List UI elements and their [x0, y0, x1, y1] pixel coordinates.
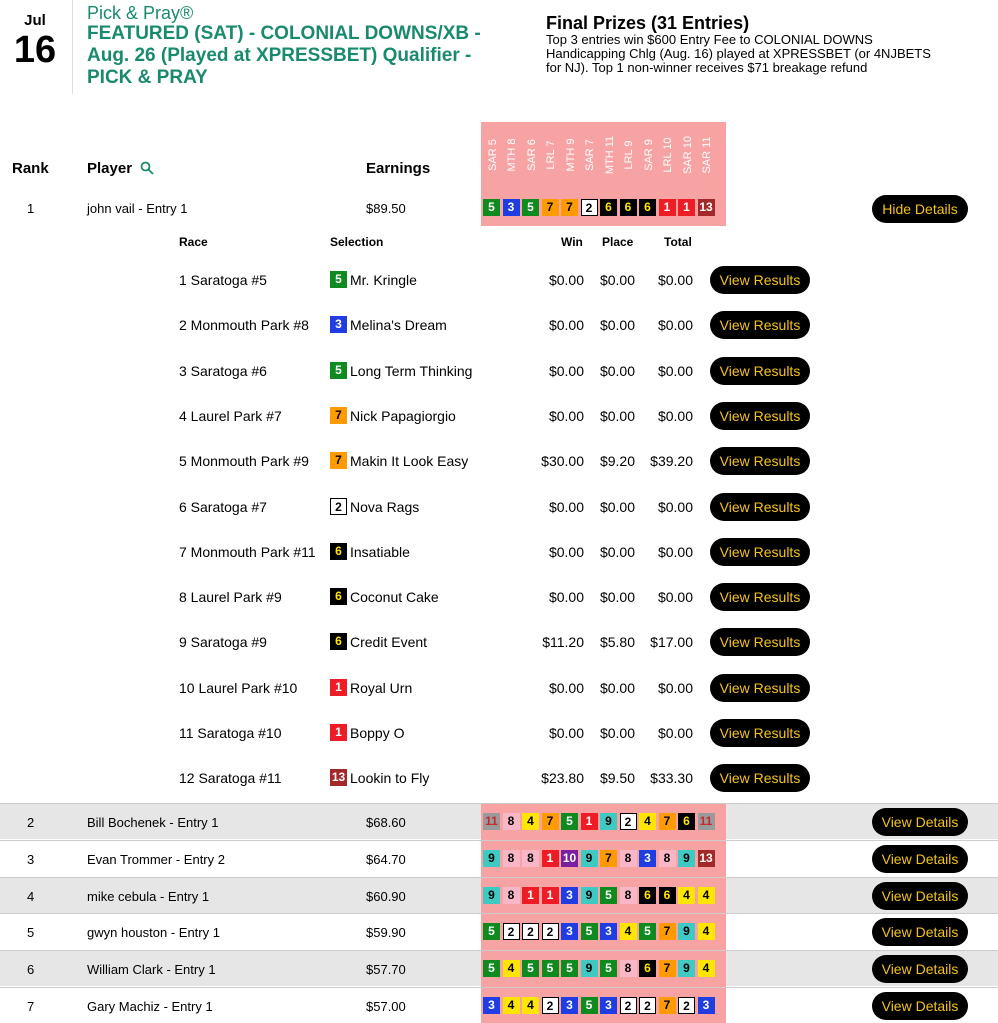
pick-badge: 3	[503, 199, 520, 216]
win-amount: $0.00	[548, 725, 584, 741]
detail-row	[0, 402, 998, 447]
race-label: SAR 7	[584, 139, 596, 171]
contest-name-line: FEATURED (SAT) - COLONIAL DOWNS/XB -	[87, 23, 481, 44]
saddlecloth-badge: 3	[330, 316, 347, 333]
race-label: LRL 7	[545, 140, 557, 170]
total-amount: $0.00	[657, 543, 693, 560]
rank-cell: 5	[27, 925, 35, 941]
pick-badge: 9	[678, 960, 695, 977]
rank-cell: 6	[27, 962, 35, 978]
pick-badge: 6	[678, 813, 695, 830]
pick-badge: 8	[503, 813, 520, 830]
view-details-button[interactable]: View Details	[872, 845, 968, 873]
total-amount: $0.00	[657, 589, 693, 606]
race-name: 9 Saratoga #9	[179, 634, 267, 651]
pick-badge: 5	[483, 923, 500, 940]
race-name: 2 Monmouth Park #8	[179, 317, 309, 334]
detail-row	[0, 628, 998, 673]
player-name: Gary Machiz - Entry 1	[87, 999, 213, 1014]
saddlecloth-badge: 2	[330, 498, 347, 515]
pick-badge: 5	[483, 199, 500, 216]
pick-badge: 3	[561, 997, 578, 1014]
horse-name: Makin It Look Easy	[350, 453, 469, 470]
pick-badge: 5	[581, 997, 598, 1014]
horse-name: Coconut Cake	[350, 589, 439, 606]
horse-name: Mr. Kringle	[350, 272, 417, 288]
pick-badge: 13	[699, 850, 713, 865]
pick-badge: 9	[581, 960, 598, 977]
leader-row	[0, 192, 998, 224]
header-divider	[72, 0, 73, 94]
win-amount: $0.00	[548, 498, 584, 515]
pick-badge: 9	[581, 850, 598, 867]
race-label: SAR 10	[681, 136, 694, 174]
pick-badge: 3	[639, 850, 656, 867]
player-name: gwyn houston - Entry 1	[87, 925, 220, 941]
detail-row	[0, 266, 998, 311]
pick-badge: 2	[522, 923, 539, 940]
race-label: MTH 8	[506, 138, 518, 172]
pick-badge: 2	[542, 923, 559, 940]
pick-badge: 3	[600, 997, 617, 1014]
pick-badge: 9	[600, 813, 617, 830]
prize-line: Top 3 entries win $600 Entry Fee to COLONIAL DOWNS	[546, 32, 873, 47]
pick-badge: 9	[678, 850, 695, 867]
saddlecloth-badge: 7	[330, 407, 347, 424]
hide-details-button[interactable]: Hide Details	[872, 195, 968, 223]
race-label: MTH 9	[564, 138, 577, 172]
view-results-button[interactable]: View Results	[710, 719, 810, 747]
pick-badge: 8	[659, 850, 676, 867]
saddlecloth-badge: 6	[330, 633, 347, 650]
pick-badge: 2	[542, 997, 559, 1014]
total-amount: $39.20	[650, 453, 693, 470]
rank-cell: 7	[27, 999, 35, 1014]
saddlecloth-badge: 13	[331, 770, 346, 785]
race-name: 8 Laurel Park #9	[179, 589, 282, 606]
contest-name-line: PICK & PRAY	[87, 67, 208, 88]
pick-badge: 1	[542, 850, 559, 867]
horse-name: Nick Papagiorgio	[350, 407, 456, 424]
horse-name: Boppy O	[350, 725, 405, 741]
pick-badge: 6	[620, 199, 637, 216]
horse-name: Credit Event	[350, 634, 428, 651]
place-amount: $5.80	[599, 634, 635, 651]
pick-badge: 4	[639, 813, 656, 830]
horse-name: Lookin to Fly	[350, 770, 430, 787]
pick-badge: 5	[600, 960, 617, 977]
view-details-button[interactable]: View Details	[872, 918, 968, 946]
total-amount: $0.00	[657, 272, 693, 288]
earnings-cell: $64.70	[366, 851, 406, 867]
pick-badge: 7	[600, 850, 617, 867]
race-label: SAR 5	[486, 139, 499, 171]
pick-badge: 5	[581, 923, 598, 940]
pick-badge: 11	[698, 813, 715, 830]
saddlecloth-badge: 5	[330, 362, 347, 379]
detail-row	[0, 538, 998, 583]
pick-badge: 3	[561, 923, 578, 940]
pick-badge: 8	[620, 850, 637, 867]
pick-badge: 7	[542, 813, 559, 830]
win-amount: $0.00	[548, 362, 584, 379]
win-amount: $0.00	[548, 589, 584, 606]
player-name: Bill Bochenek - Entry 1	[87, 815, 219, 830]
win-amount: $0.00	[548, 679, 584, 696]
race-column	[561, 122, 580, 188]
win-amount: $11.20	[542, 634, 584, 651]
rank-cell: 2	[27, 815, 35, 830]
pick-badge: 9	[678, 923, 695, 940]
race-column	[659, 122, 678, 188]
win-amount: $0.00	[548, 407, 584, 424]
pick-badge: 2	[620, 813, 637, 830]
earnings-cell: $59.90	[366, 925, 406, 941]
horse-name: Melina's Dream	[350, 317, 447, 334]
race-column	[542, 122, 561, 188]
prize-line: Handicapping Chlg (Aug. 16) played at XPRESSBET (or 4NJBETS	[546, 46, 931, 61]
total-amount: $0.00	[657, 362, 693, 379]
race-label: SAR 11	[701, 136, 713, 174]
pick-badge: 6	[639, 199, 656, 216]
saddlecloth-badge: 1	[330, 679, 347, 696]
pick-badge: 6	[659, 887, 676, 904]
total-amount: $33.30	[650, 770, 693, 787]
pick-badge: 9	[483, 887, 500, 904]
total-amount: $0.00	[657, 725, 693, 741]
pick-badge: 7	[659, 997, 676, 1014]
date-day: 16	[13, 29, 57, 71]
rank-cell: 1	[27, 201, 35, 216]
pick-badge: 5	[542, 960, 559, 977]
race-name: 11 Saratoga #10	[179, 725, 282, 741]
place-amount: $9.50	[599, 770, 635, 787]
place-amount: $0.00	[599, 407, 635, 424]
place-amount: $0.00	[599, 589, 635, 606]
pick-badge: 5	[483, 960, 500, 977]
place-amount: $0.00	[599, 498, 635, 515]
pick-badge: 2	[503, 923, 520, 940]
race-name: 12 Saratoga #11	[179, 770, 282, 787]
earnings-cell: $60.90	[366, 888, 406, 904]
pick-badge: 9	[581, 887, 598, 904]
pick-badge: 8	[503, 887, 520, 904]
view-details-button[interactable]: View Details	[872, 955, 968, 983]
view-results-button[interactable]: View Results	[710, 628, 810, 656]
pick-badge: 8	[620, 887, 637, 904]
win-amount: $30.00	[541, 453, 584, 470]
win-amount: $0.00	[548, 317, 584, 334]
pick-badge: 1	[678, 199, 695, 216]
total-amount: $0.00	[657, 317, 693, 334]
race-name: 6 Saratoga #7	[179, 498, 267, 515]
pick-badge: 9	[483, 850, 500, 867]
race-column	[600, 122, 619, 188]
leaderboard-row	[0, 913, 998, 949]
pick-badge: 7	[542, 199, 559, 216]
total-amount: $17.00	[650, 634, 693, 651]
date-block	[10, 12, 60, 70]
pick-badge: 8	[620, 960, 637, 977]
pick-badge: 1	[522, 887, 539, 904]
pick-badge: 3	[600, 923, 617, 940]
pick-badge: 1	[659, 199, 676, 216]
pick-badge: 2	[581, 199, 598, 216]
view-results-button[interactable]: View Results	[710, 764, 810, 792]
race-name: 4 Laurel Park #7	[179, 407, 282, 424]
detail-selection-header: Selection	[330, 235, 384, 249]
horse-name: Nova Rags	[350, 498, 420, 515]
view-results-button[interactable]: View Results	[710, 266, 810, 294]
brand-name: Pick & Pray®	[87, 3, 194, 23]
leaderboard-row	[0, 803, 998, 839]
place-amount: $9.20	[599, 453, 635, 470]
view-results-button[interactable]: View Results	[710, 538, 810, 566]
pick-strip	[481, 841, 726, 877]
rank-cell: 3	[27, 851, 35, 867]
view-results-button[interactable]: View Results	[710, 402, 810, 430]
pick-badge: 2	[639, 997, 656, 1014]
pick-strip	[481, 951, 726, 987]
place-amount: $0.00	[599, 362, 635, 379]
rank-cell: 4	[27, 888, 35, 904]
player-name: john vail - Entry 1	[87, 201, 188, 216]
earnings-cell: $57.70	[366, 962, 406, 978]
detail-win-header: Win	[561, 235, 583, 249]
horse-name: Long Term Thinking	[350, 362, 473, 379]
pick-badge: 3	[561, 887, 578, 904]
race-column	[620, 122, 639, 188]
detail-row	[0, 447, 998, 492]
race-label: SAR 6	[525, 139, 538, 171]
race-column	[483, 122, 502, 188]
pick-badge: 7	[561, 199, 578, 216]
race-name: 7 Monmouth Park #11	[179, 543, 316, 560]
view-results-button[interactable]: View Results	[710, 674, 810, 702]
saddlecloth-badge: 1	[330, 724, 347, 741]
win-amount: $23.80	[541, 770, 584, 787]
pick-badge: 4	[620, 923, 637, 940]
detail-row	[0, 583, 998, 628]
date-month: Jul	[24, 12, 46, 29]
detail-race-header: Race	[179, 235, 208, 249]
detail-row	[0, 719, 998, 764]
pick-badge: 4	[678, 887, 695, 904]
prize-info	[546, 13, 986, 75]
horse-name: Insatiable	[350, 543, 410, 560]
pick-badge: 4	[698, 923, 715, 940]
saddlecloth-badge: 5	[330, 271, 347, 288]
place-amount: $0.00	[599, 543, 635, 560]
pick-strip	[481, 878, 726, 914]
pick-badge: 1	[581, 813, 598, 830]
pick-badge: 11	[483, 813, 500, 830]
player-header[interactable]: Player	[87, 160, 133, 177]
earnings-header: Earnings	[366, 160, 431, 177]
race-label: SAR 9	[642, 139, 655, 171]
saddlecloth-badge: 7	[330, 452, 347, 469]
search-icon[interactable]	[140, 161, 154, 175]
contest-name-line: Aug. 26 (Played at XPRESSBET) Qualifier -	[87, 45, 472, 66]
detail-row	[0, 311, 998, 356]
race-name: 3 Saratoga #6	[179, 362, 267, 379]
pick-badge: 3	[698, 997, 715, 1014]
view-results-button[interactable]: View Results	[710, 311, 810, 339]
place-amount: $0.00	[599, 272, 635, 288]
leaderboard-row	[0, 987, 998, 1023]
race-label: LRL 10	[662, 137, 674, 173]
player-name: mike cebula - Entry 1	[87, 888, 210, 904]
race-column	[678, 122, 697, 188]
view-results-button[interactable]: View Results	[710, 493, 810, 521]
place-amount: $0.00	[599, 679, 635, 696]
pick-badge: 4	[522, 997, 539, 1014]
detail-row	[0, 674, 998, 719]
race-name: 1 Saratoga #5	[179, 272, 267, 288]
total-amount: $0.00	[657, 679, 693, 696]
pick-badge: 5	[522, 960, 539, 977]
pick-badge: 3	[483, 997, 500, 1014]
pick-badge: 5	[600, 887, 617, 904]
earnings-cell: $57.00	[366, 999, 406, 1014]
pick-badge: 7	[659, 923, 676, 940]
pick-badge: 7	[659, 960, 676, 977]
leaderboard-row	[0, 840, 998, 876]
detail-place-header: Place	[602, 235, 634, 249]
pick-badge: 4	[698, 887, 715, 904]
pick-badge: 6	[639, 960, 656, 977]
leaderboard-row	[0, 877, 998, 913]
pick-badge: 4	[503, 960, 520, 977]
prize-line: for NJ). Top 1 non-winner receives $71 breakage refund	[546, 60, 868, 75]
race-column	[522, 122, 541, 188]
pick-badge: 4	[503, 997, 520, 1014]
rank-header: Rank	[12, 160, 49, 177]
race-column	[698, 122, 717, 188]
pick-badge: 13	[699, 200, 713, 214]
contest-title	[87, 3, 527, 89]
pick-badge: 6	[639, 887, 656, 904]
pick-badge: 4	[522, 813, 539, 830]
player-name: William Clark - Entry 1	[87, 962, 216, 978]
race-column	[503, 122, 522, 188]
win-amount: $0.00	[548, 272, 584, 288]
place-amount: $0.00	[599, 317, 635, 334]
race-column	[639, 122, 658, 188]
pick-strip	[481, 914, 726, 950]
view-results-button[interactable]: View Results	[710, 447, 810, 475]
horse-name: Royal Urn	[350, 679, 413, 696]
pick-badge: 5	[639, 923, 656, 940]
saddlecloth-badge: 6	[330, 543, 347, 560]
pick-strip	[481, 988, 726, 1023]
detail-total-header: Total	[664, 235, 692, 249]
pick-badge: 2	[620, 997, 637, 1014]
total-amount: $0.00	[657, 407, 693, 424]
race-column	[581, 122, 600, 188]
win-amount: $0.00	[548, 543, 584, 560]
detail-row	[0, 357, 998, 402]
earnings-cell: $68.60	[366, 815, 406, 830]
pick-badge: 8	[522, 850, 539, 867]
detail-row	[0, 493, 998, 538]
view-results-button[interactable]: View Results	[710, 357, 810, 385]
pick-badge: 1	[542, 887, 559, 904]
leaderboard-row	[0, 950, 998, 986]
total-amount: $0.00	[657, 498, 693, 515]
player-name: Evan Trommer - Entry 2	[87, 851, 225, 867]
race-name: 10 Laurel Park #10	[179, 679, 298, 696]
pick-badge: 6	[600, 199, 617, 216]
pick-badge: 8	[503, 850, 520, 867]
view-details-button[interactable]: View Details	[872, 882, 968, 910]
pick-badge: 5	[561, 960, 578, 977]
pick-badge: 5	[522, 199, 539, 216]
pick-badge: 10	[562, 850, 577, 865]
place-amount: $0.00	[599, 725, 635, 741]
pick-strip	[481, 804, 726, 840]
view-details-button[interactable]: View Details	[872, 992, 968, 1020]
earnings-cell: $89.50	[366, 201, 406, 216]
race-name: 5 Monmouth Park #9	[179, 453, 309, 470]
saddlecloth-badge: 6	[330, 588, 347, 605]
pick-badge: 7	[659, 813, 676, 830]
race-label: LRL 9	[623, 140, 635, 170]
prize-title: Final Prizes (31 Entries)	[546, 13, 750, 33]
race-label: MTH 11	[603, 135, 616, 175]
pick-badge: 5	[561, 813, 578, 830]
view-details-button[interactable]: View Details	[872, 808, 968, 836]
pick-badge: 4	[698, 960, 715, 977]
pick-badge: 2	[678, 997, 695, 1014]
view-results-button[interactable]: View Results	[710, 583, 810, 611]
